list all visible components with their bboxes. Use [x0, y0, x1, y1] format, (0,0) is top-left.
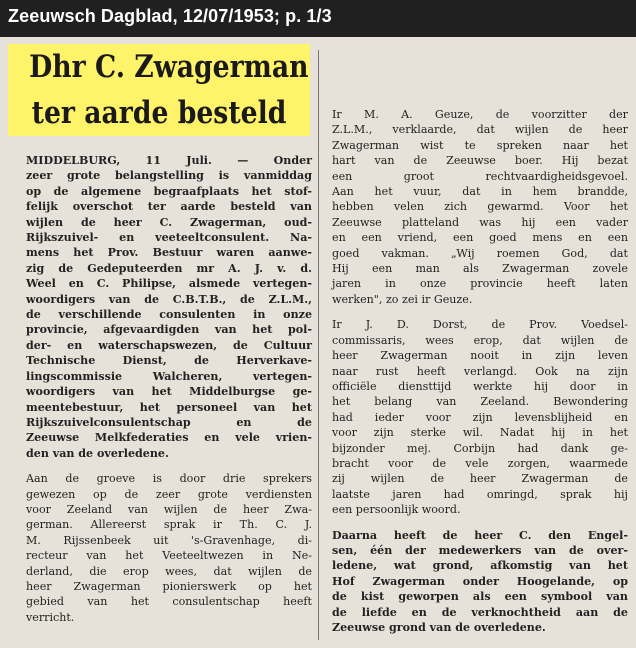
text-line: lingscommissie Walcheren, vertegen- — [26, 369, 312, 383]
text-line: een persoonlijk woord. — [332, 503, 461, 517]
text-line: Ir J. D. Dorst, de Prov. Voedsel- — [332, 318, 628, 332]
text-line: had ieder voor zijn levensblijheid en — [332, 410, 628, 424]
text-line: en een vriend, een goed mens en een — [332, 231, 628, 245]
text-line: felijk overschot ter aarde besteld van — [26, 200, 312, 214]
text-line: meentebestuur, het personeel van het — [26, 400, 312, 414]
text-line: zij wijlen de heer Zwagerman de — [332, 472, 628, 486]
text-line: Zwagerman wist te spreken naar het — [332, 138, 628, 152]
text-line: zig de Gedeputeerden mr A. J. v. d. — [26, 261, 312, 275]
closing-paragraph — [332, 528, 628, 636]
text-line: sen, één der medewerkers van de over- — [332, 543, 628, 557]
text-line: de kist geworpen als een symbool van — [332, 590, 628, 604]
text-line: Technische Dienst, de Herverkave- — [26, 354, 312, 368]
text-line: bijzonder mej. Corbijn had dank ge- — [332, 441, 628, 455]
text-line: mens het Prov. Bestuur waren aanwe- — [26, 246, 312, 260]
text-line: Hij een man als Zwagerman zovele — [332, 262, 628, 276]
text-line: bracht voor de vele zorgen, waarmede — [332, 456, 628, 470]
text-line: Aan de groeve is door drie sprekers — [26, 472, 312, 486]
text-line: naar rust heeft verlangd. Ook na zijn — [332, 364, 628, 378]
source-title-bar — [0, 0, 636, 37]
dateline-paragraph — [26, 153, 312, 461]
text-line: woordigers van het Middelburgse ge- — [26, 385, 312, 399]
text-line: de liefde en de verknochtheid aan de — [332, 605, 628, 619]
text-line: laatste jaren had omringd, sprak hij — [332, 487, 628, 501]
text-line: MIDDELBURG, 11 Juli. — Onder — [26, 154, 312, 167]
text-line: jaren in onze provincie heeft laten — [332, 277, 628, 291]
column-divider — [318, 50, 319, 640]
text-line: hebben velen zich gewarmd. Voor het — [332, 200, 628, 214]
text-line: Zeeuwse grond van de overledene. — [332, 621, 546, 634]
text-line: Zeeuwse Melkfederaties en vele vrien- — [26, 431, 312, 445]
text-line: recteur van het Veeteeltwezen in Ne- — [26, 549, 312, 563]
text-line: Rijkszuivelconsulentschap en de — [26, 415, 312, 429]
speakers-paragraph — [26, 471, 312, 625]
headline-highlight — [8, 44, 310, 136]
dorst-paragraph — [332, 317, 628, 517]
text-line: derland, die erop wees, dat wijlen de — [26, 564, 312, 578]
article-right-column — [332, 107, 628, 635]
text-line: den van de overledene. — [26, 446, 169, 460]
text-line: Daarna heeft de heer C. den Engel- — [332, 528, 628, 542]
text-line: woordigers van de C.B.T.B., de Z.L.M., — [26, 292, 312, 306]
geuze-paragraph — [332, 107, 628, 307]
text-line: Rijkszuivel- en veeteeltconsulent. Na- — [26, 231, 312, 245]
text-line: ledene, wat grond, afkomstig van het — [332, 559, 628, 573]
text-line: voor zijn sterke wil. Nadat hij in het — [332, 426, 628, 440]
text-line: heer Zwagerman nooit in zijn leven — [332, 349, 628, 363]
text-line: werken", zo zei ir Geuze. — [332, 292, 473, 306]
text-line: Aan het vuur, dat in hem brandde, — [332, 185, 628, 199]
text-line: wijlen de heer C. Zwagerman, oud- — [26, 215, 312, 229]
headline-line-2: ter aarde besteld — [31, 95, 287, 131]
article-left-column — [26, 153, 312, 625]
text-line: goed vakman. „Wij roemen God, dat — [332, 246, 628, 260]
text-line: hart van de Zeeuwse boer. Hij bezat — [332, 154, 628, 168]
text-line: zeer grote belangstelling is vanmiddag — [26, 169, 312, 183]
text-line: verricht. — [26, 610, 75, 624]
text-line: gebied van het consulentschap heeft — [26, 595, 312, 609]
source-label: Zeeuwsch Dagblad, 12/07/1953; p. 1/3 — [8, 6, 332, 26]
text-line: een groot rechtvaardigheidsgevoel. — [332, 169, 628, 183]
text-line: M. Rijssenbeek uit 's-Gravenhage, di- — [26, 533, 312, 547]
text-line: het belang van Zeeland. Bewondering — [332, 395, 628, 409]
text-line: provincie, afgevaardigden van het pol- — [26, 323, 312, 337]
text-line: de verschillende consulenten in onze — [26, 308, 312, 322]
text-line: heer Zwagerman pionierswerk op het — [26, 579, 312, 593]
text-line: Ir M. A. Geuze, de voorzitter der — [332, 108, 628, 121]
text-line: voor Zeeland van wijlen de heer Zwa- — [26, 502, 312, 516]
text-line: der- en waterschapswezen, de Cultuur — [26, 338, 312, 352]
text-line: officiële diensttijd werkte hij door in — [332, 379, 628, 393]
text-line: commissaris, wees erop, dat wijlen de — [332, 333, 628, 347]
text-line: Hof Zwagerman onder Hoogelande, op — [332, 574, 628, 588]
text-line: Z.L.M., verklaarde, dat wijlen de heer — [332, 123, 628, 137]
text-line: Weel en C. Philipse, alsmede vertegen- — [26, 277, 312, 291]
text-line: Zeeuwse platteland was hij een vader — [332, 215, 628, 229]
text-line: german. Allereerst sprak ir Th. C. J. — [26, 518, 312, 532]
headline-line-1: Dhr C. Zwagerman — [29, 49, 309, 85]
text-line: gewezen op de zeer grote verdiensten — [26, 487, 312, 501]
text-line: op de algemene begraafplaats het stof- — [26, 184, 312, 198]
